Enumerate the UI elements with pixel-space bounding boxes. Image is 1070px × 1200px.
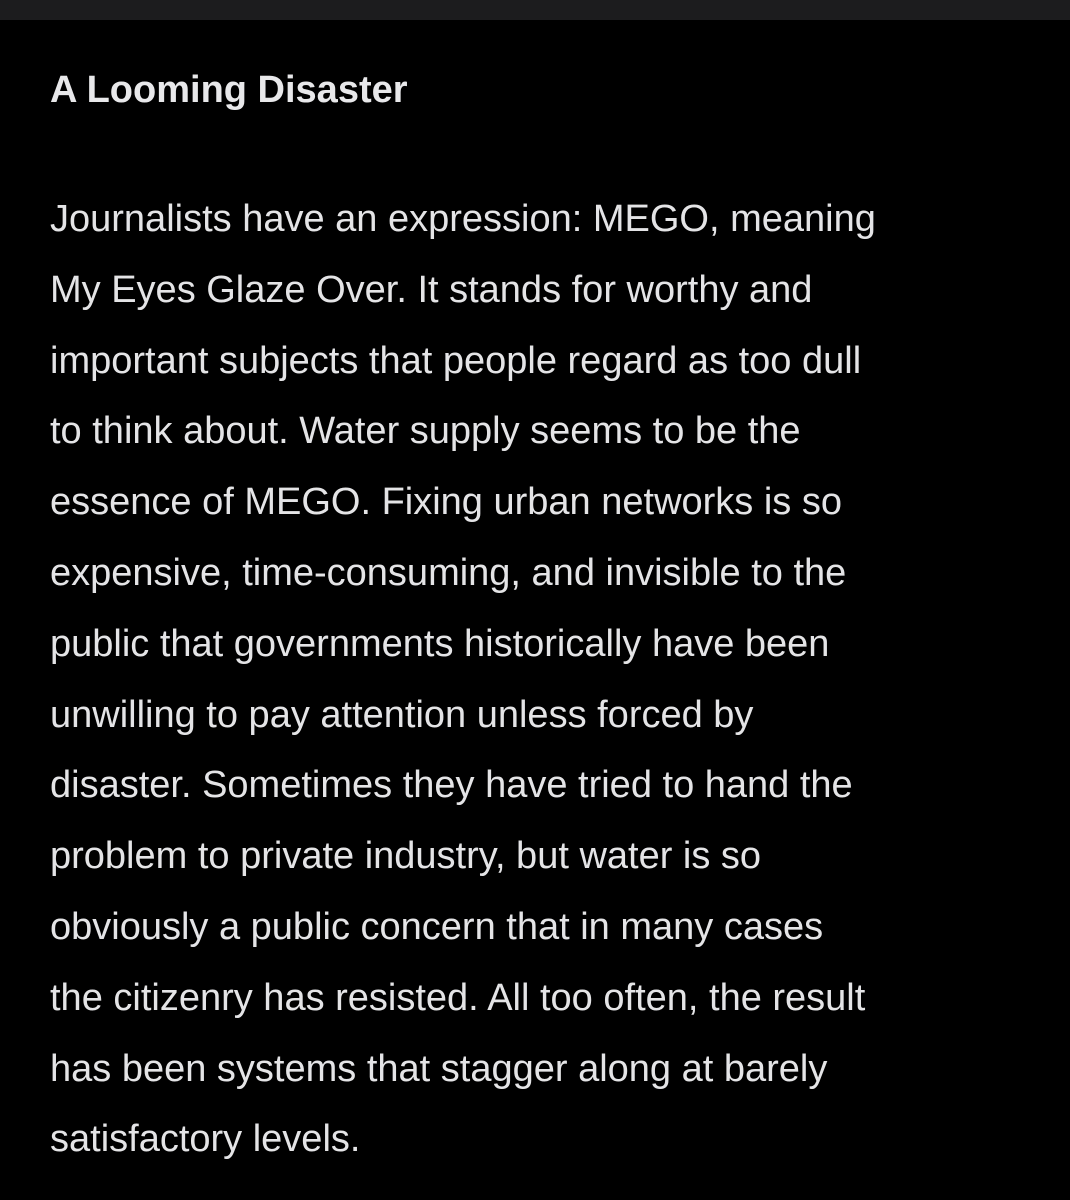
article bbox=[50, 64, 1030, 1175]
body-line: Journalists have an expression: MEGO, meaning bbox=[50, 198, 876, 240]
body-line: unwilling to pay attention unless forced by bbox=[50, 693, 754, 736]
body-line: disaster. Sometimes they have tried to hand the bbox=[50, 764, 853, 807]
body-line: expensive, time-consuming, and invisible to the bbox=[50, 551, 847, 594]
body-line: problem to private industry, but water is so bbox=[50, 835, 762, 878]
body-line: essence of MEGO. Fixing urban networks is so bbox=[50, 481, 842, 524]
body-line: satisfactory levels. bbox=[50, 1118, 361, 1161]
body-line: obviously a public concern that in many cases bbox=[50, 905, 824, 948]
body-line: My Eyes Glaze Over. It stands for worthy and bbox=[50, 268, 813, 311]
article-body bbox=[50, 184, 1030, 1175]
body-line: public that governments historically have been bbox=[50, 622, 830, 665]
body-line: has been systems that stagger along at barely bbox=[50, 1047, 828, 1090]
article-title: A Looming Disaster bbox=[50, 69, 408, 111]
top-bar bbox=[0, 0, 1070, 20]
body-line: important subjects that people regard as too dull bbox=[50, 339, 862, 382]
body-line: the citizenry has resisted. All too often, the result bbox=[50, 976, 866, 1019]
body-line: to think about. Water supply seems to be the bbox=[50, 410, 801, 453]
